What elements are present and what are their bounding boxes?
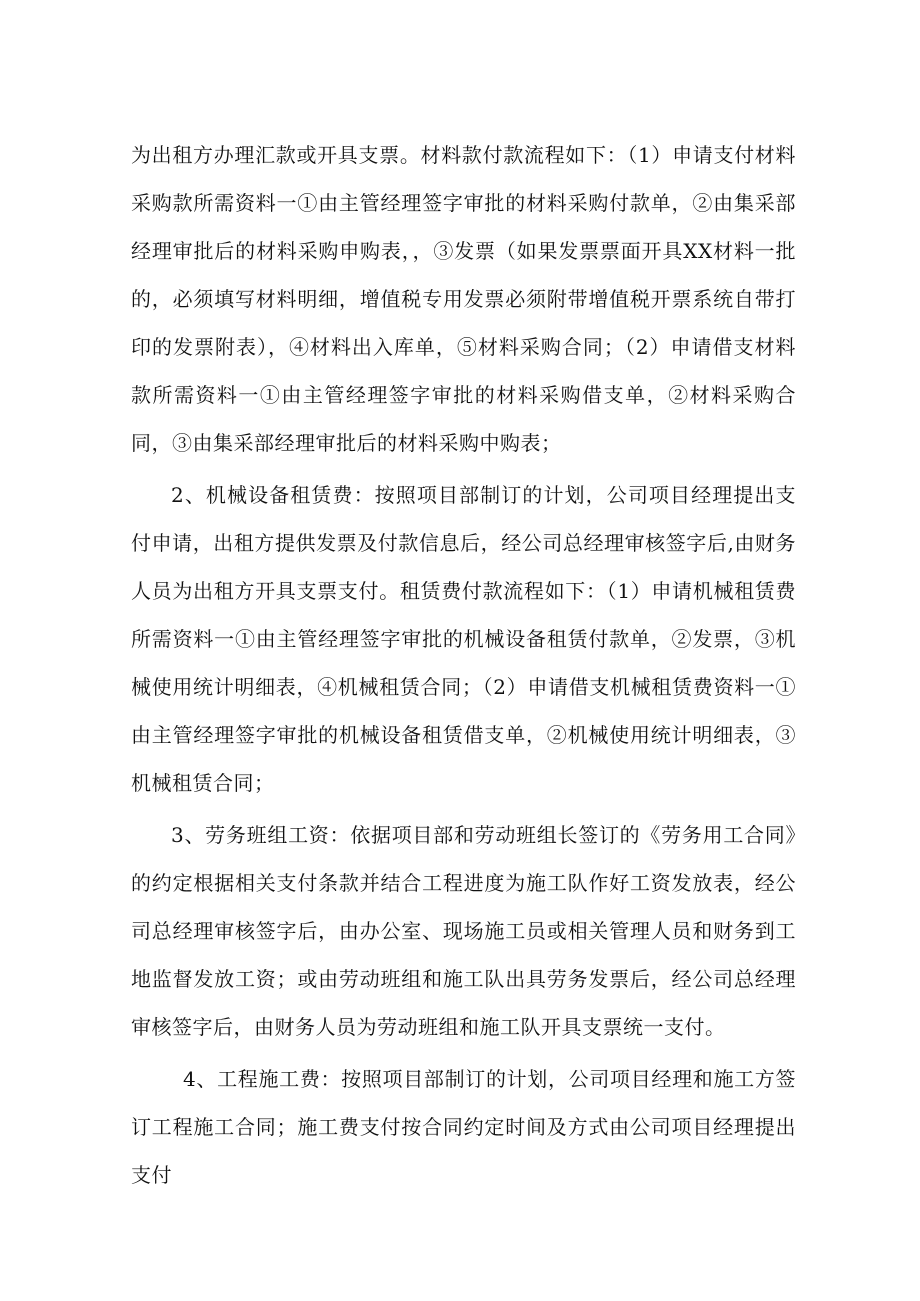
- paragraph-construction-fee: 4、工程施工费：按照项目部制订的计划，公司项目经理和施工方签订工程施工合同；施工费支付按合同约定时间及方式由公司项目经理提出支付: [131, 1067, 796, 1187]
- paragraph-machinery-rental: 2、机械设备租赁费：按照项目部制订的计划，公司项目经理提出支付申请，出租方提供发票及付款信息后，经公司总经理审核签字后,由财务人员为出租方开具支票支付。租赁费付款流程如下：（1）申请机械租赁费所需资料一①由主管经理签字审批的机械设备租赁付款单，②发票，③机械使用统计明细表，④机械租赁合同；（2）申请借支机械租赁费资料一①由主管经理签字审批的机械设备租赁借支单，②机械使用统计明细表，③机械租赁合同；: [131, 483, 796, 795]
- paragraph-labor-wages: 3、劳务班组工资：依据项目部和劳动班组长签订的《劳务用工合同》的约定根据相关支付条款并结合工程进度为施工队作好工资发放表，经公司总经理审核签字后，由办公室、现场施工员或相关管理人员和财务到工地监督发放工资；或由劳动班组和施工队出具劳务发票后，经公司总经理审核签字后，由财务人员为劳动班组和施工队开具支票统一支付。: [131, 823, 796, 1039]
- document-body: [131, 131, 796, 1203]
- paragraph-material-payment: 为出租方办理汇款或开具支票。材料款付款流程如下：（1）申请支付材料采购款所需资料一①由主管经理签字审批的材料采购付款单，②由集采部经理审批后的材料采购申购表，，③发票（如果发票票面开具XX材料一批的，必须填写材料明细，增值税专用发票必须附带增值税开票系统自带打印的发票附表），④材料出入库单，⑤材料采购合同；（2）申请借支材料款所需资料一①由主管经理签字审批的材料采购借支单，②材料采购合同，③由集采部经理审批后的材料采购中购表；: [131, 143, 796, 455]
